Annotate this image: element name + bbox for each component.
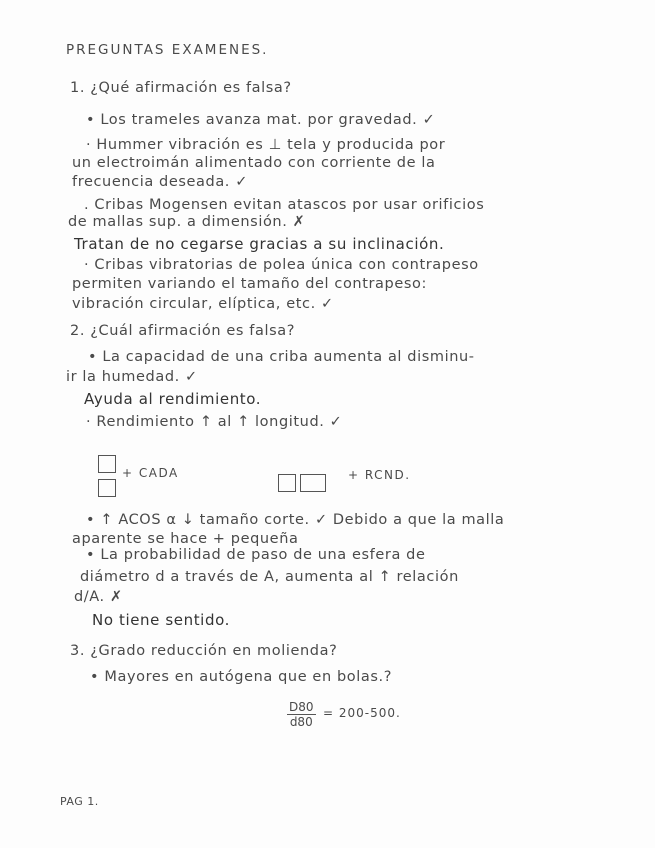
formula-numerator: D80 — [289, 700, 314, 714]
diagram-label-rend: + RCND. — [348, 468, 411, 482]
page-title: PREGUNTAS EXAMENES. — [66, 42, 269, 58]
answer-line: un electroimán alimentado con corriente de la — [72, 155, 436, 171]
sieve-box-left — [278, 474, 296, 492]
answer-line: diámetro d a través de A, aumenta al ↑ relación — [80, 569, 459, 585]
sieve-box-bottom — [98, 479, 116, 497]
formula-denominator: d80 — [289, 715, 313, 729]
question-3: 3. ¿Grado reducción en molienda? — [70, 643, 338, 659]
answer-line: • La capacidad de una criba aumenta al disminu- — [88, 349, 475, 365]
note-line: No tiene sentido. — [92, 611, 230, 629]
answer-line: • La probabilidad de paso de una esfera de — [86, 547, 426, 563]
answer-line: de mallas sup. a dimensión. ✗ — [68, 214, 306, 230]
sieve-box-right — [300, 474, 326, 492]
answer-line: permiten variando el tamaño del contrapeso: — [72, 276, 427, 292]
formula-value: = 200-500. — [323, 706, 401, 720]
formula-fraction — [287, 700, 316, 729]
diagram-label-cada: + CADA — [122, 466, 179, 480]
answer-line: • ↑ ACOS α ↓ tamaño corte. ✓ Debido a que la malla — [86, 512, 505, 528]
page-number: PAG 1. — [60, 795, 99, 808]
question-2: 2. ¿Cuál afirmación es falsa? — [70, 323, 296, 339]
answer-line: · Cribas vibratorias de polea única con contrapeso — [84, 257, 479, 273]
answer-line: . Cribas Mogensen evitan atascos por usar orificios — [84, 197, 485, 213]
answer-line: · Hummer vibración es ⊥ tela y producida por — [86, 137, 446, 153]
answer-line: · Rendimiento ↑ al ↑ longitud. ✓ — [86, 414, 343, 430]
answer-line: vibración circular, elíptica, etc. ✓ — [72, 296, 334, 312]
note-line: Ayuda al rendimiento. — [84, 390, 262, 408]
answer-line: frecuencia deseada. ✓ — [72, 174, 248, 190]
answer-line: aparente se hace + pequeña — [72, 531, 299, 547]
question-1: 1. ¿Qué afirmación es falsa? — [70, 80, 292, 96]
note-line: Tratan de no cegarse gracias a su inclinación. — [74, 235, 445, 253]
answer-line: • Mayores en autógena que en bolas.? — [90, 669, 392, 685]
answer-line: ir la humedad. ✓ — [66, 369, 198, 385]
answer-line: d/A. ✗ — [74, 589, 123, 605]
answer-line: • Los trameles avanza mat. por gravedad. ✓ — [86, 112, 436, 128]
sieve-box-top — [98, 455, 116, 473]
